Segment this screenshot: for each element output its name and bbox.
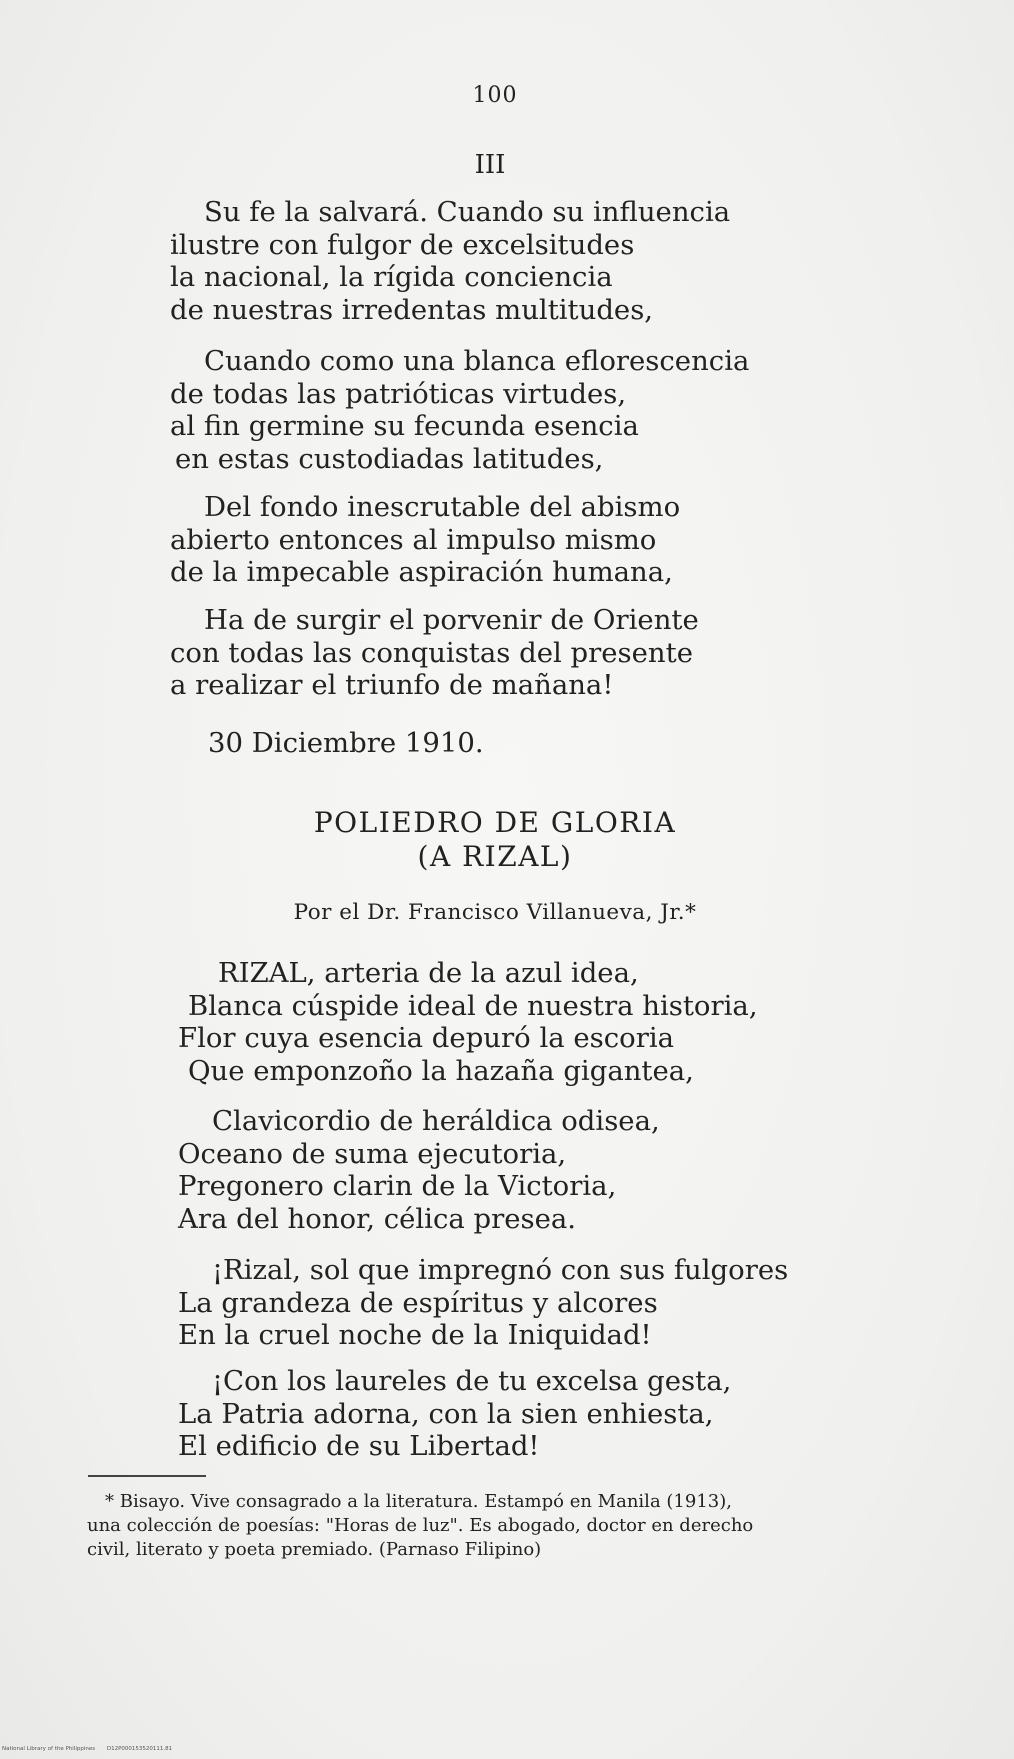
- page-number: 100: [472, 83, 518, 108]
- poem-subtitle: (A RIZAL): [417, 840, 573, 873]
- verse-line: La Patria adorna, con la sien enhiesta,: [178, 1397, 714, 1430]
- verse-line: La grandeza de espíritus y alcores: [178, 1286, 658, 1319]
- stanza-6: [178, 1105, 978, 1235]
- footnote-line: una colección de poesías: "Horas de luz". Es abogado, doctor en derecho: [87, 1515, 754, 1536]
- watermark-code: D12P000153520111.81: [106, 1746, 173, 1752]
- verse-line: de la impecable aspiración humana,: [170, 556, 673, 588]
- verse-line: de nuestras irredentas multitudes,: [170, 293, 654, 326]
- verse-line: en estas custodiadas latitudes,: [175, 442, 604, 475]
- library-watermark: [2, 1746, 182, 1752]
- verse-line: Cuando como una blanca eflorescencia: [204, 345, 750, 377]
- verse-line: ¡Con los laureles de tu excelsa gesta,: [212, 1365, 732, 1397]
- verse-line: En la cruel noche de la Iniquidad!: [178, 1319, 652, 1351]
- verse-line: abierto entonces al impulso mismo: [170, 523, 657, 556]
- watermark-library: National Library of the Philippines: [2, 1746, 96, 1752]
- poem-title-block: [0, 806, 990, 874]
- stanza-7: [178, 1254, 978, 1352]
- stanza-3: [170, 491, 970, 589]
- footnote-line: civil, literato y poeta premiado. (Parnaso Filipino): [87, 1539, 542, 1560]
- verse-line: a realizar el triunfo de mañana!: [170, 669, 614, 701]
- stanza-8: [178, 1365, 978, 1463]
- verse-line: RIZAL, arteria de la azul idea,: [218, 957, 639, 989]
- verse-line: Que emponzoño la hazaña gigantea,: [188, 1054, 694, 1087]
- verse-line: Pregonero clarin de la Victoria,: [178, 1170, 617, 1202]
- stanza-1: [170, 196, 970, 326]
- section-number: III: [474, 150, 506, 180]
- verse-line: Ara del honor, célica presea.: [178, 1202, 577, 1235]
- verse-line: de todas las patrióticas virtudes,: [170, 377, 627, 410]
- verse-line: con todas las conquistas del presente: [170, 636, 693, 669]
- verse-line: Oceano de suma ejecutoria,: [178, 1137, 567, 1170]
- verse-line: la nacional, la rígida conciencia: [170, 261, 613, 293]
- verse-line: Ha de surgir el porvenir de Oriente: [204, 604, 699, 636]
- footnote-divider: [88, 1475, 206, 1477]
- poem-date: 30 Diciembre 1910.: [208, 727, 484, 759]
- verse-line: al fin germine su fecunda esencia: [170, 410, 639, 442]
- verse-line: ilustre con fulgor de excelsitudes: [170, 228, 635, 261]
- poem-title: POLIEDRO DE GLORIA: [313, 806, 677, 839]
- verse-line: Blanca cúspide ideal de nuestra historia,: [188, 989, 758, 1022]
- stanza-5: [178, 957, 978, 1087]
- verse-line: Del fondo inescrutable del abismo: [204, 491, 681, 523]
- footnote-line: * Bisayo. Vive consagrado a la literatura. Estampó en Manila (1913),: [105, 1491, 732, 1512]
- verse-line: ¡Rizal, sol que impregnó con sus fulgores: [212, 1254, 789, 1286]
- footnote: [87, 1490, 967, 1562]
- verse-line: Su fe la salvará. Cuando su influencia: [204, 196, 731, 228]
- verse-line: Flor cuya esencia depuró la escoria: [178, 1022, 675, 1054]
- poem-author: Por el Dr. Francisco Villanueva, Jr.*: [293, 900, 697, 925]
- verse-line: El edificio de su Libertad!: [178, 1430, 540, 1462]
- stanza-2: [170, 345, 970, 475]
- verse-line: Clavicordio de heráldica odisea,: [212, 1105, 660, 1137]
- stanza-4: [170, 604, 970, 702]
